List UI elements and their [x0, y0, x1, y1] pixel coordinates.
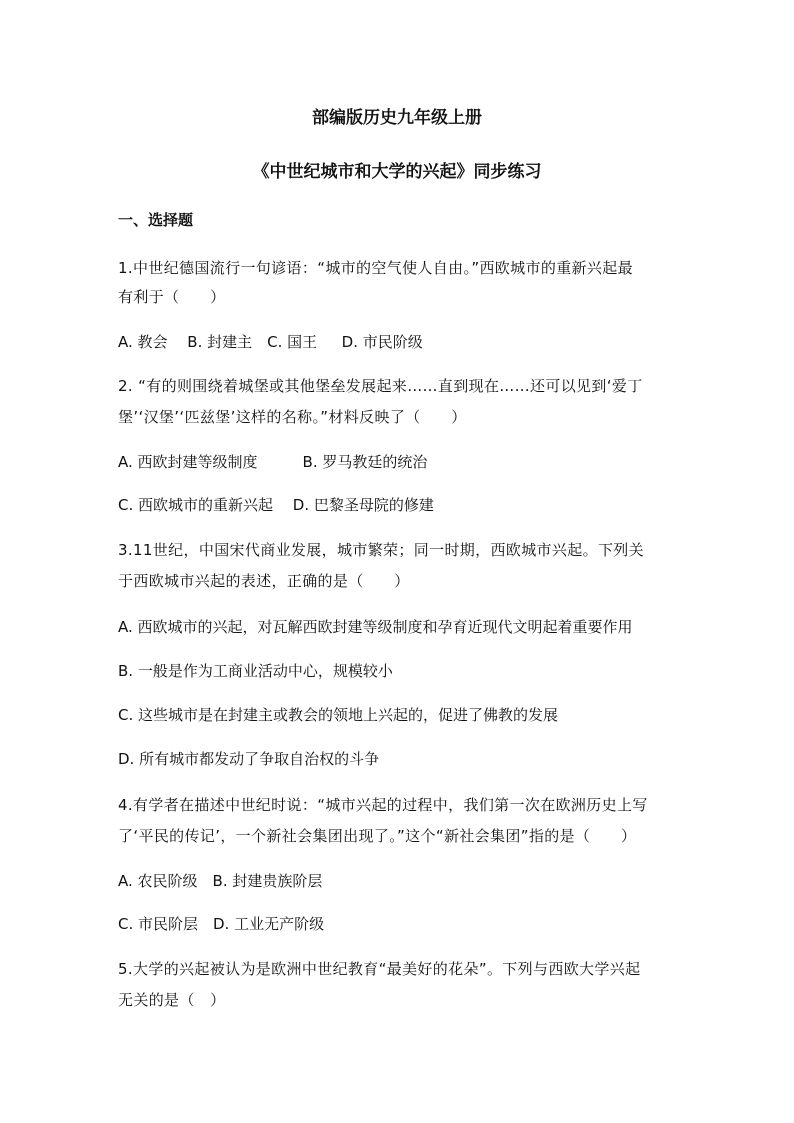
question-3-stem-line-2: 于西欧城市兴起的表述，正确的是（ ）: [118, 572, 410, 590]
question-5-stem-line-2: 无关的是（ ）: [118, 991, 226, 1009]
question-3-option-a: A. 西欧城市的兴起，对瓦解西欧封建等级制度和孕育近现代文明起着重要作用: [118, 618, 633, 636]
question-4-stem-line-2: 了‘平民的传记’，一个新社会集团出现了。”这个“新社会集团”指的是（ ）: [118, 827, 637, 845]
question-4-stem-line-1: 4.有学者在描述中世纪时说：“城市兴起的过程中，我们第一次在欧洲历史上写: [118, 796, 648, 814]
question-2-stem-line-1: 2. “有的则围绕着城堡或其他堡垒发展起来……直到现在……还可以见到‘爱丁: [118, 377, 643, 395]
question-3-option-d: D. 所有城市都发动了争取自治权的斗争: [118, 750, 380, 768]
document-subtitle: 《中世纪城市和大学的兴起》同步练习: [252, 162, 542, 182]
question-1-stem-line-2: 有利于（ ）: [118, 288, 226, 306]
question-4-options-row-2: C. 市民阶层 D. 工业无产阶级: [118, 915, 325, 933]
question-1-stem-line-1: 1.中世纪德国流行一句谚语：“城市的空气使人自由。”西欧城市的重新兴起最: [118, 259, 633, 277]
question-1-options: A. 教会 B. 封建主 C. 国王 D. 市民阶级: [118, 333, 423, 351]
section-heading: 一、选择题: [118, 211, 194, 229]
question-3-stem-line-1: 3.11世纪，中国宋代商业发展，城市繁荣；同一时期，西欧城市兴起。下列关: [118, 541, 645, 559]
question-4-options-row-1: A. 农民阶级 B. 封建贵族阶层: [118, 872, 323, 890]
question-3-option-b: B. 一般是作为工商业活动中心，规模较小: [118, 662, 393, 680]
question-3-option-c: C. 这些城市是在封建主或教会的领地上兴起的，促进了佛教的发展: [118, 706, 559, 724]
document-title: 部编版历史九年级上册: [312, 108, 482, 128]
question-2-stem-line-2: 堡’‘汉堡’‘匹兹堡’这样的名称。”材料反映了（ ）: [118, 408, 467, 426]
question-2-options-row-2: C. 西欧城市的重新兴起 D. 巴黎圣母院的修建: [118, 496, 434, 514]
question-5-stem-line-1: 5.大学的兴起被认为是欧洲中世纪教育“最美好的花朵”。下列与西欧大学兴起: [118, 960, 641, 978]
question-2-options-row-1: A. 西欧封建等级制度 B. 罗马教廷的统治: [118, 453, 428, 471]
